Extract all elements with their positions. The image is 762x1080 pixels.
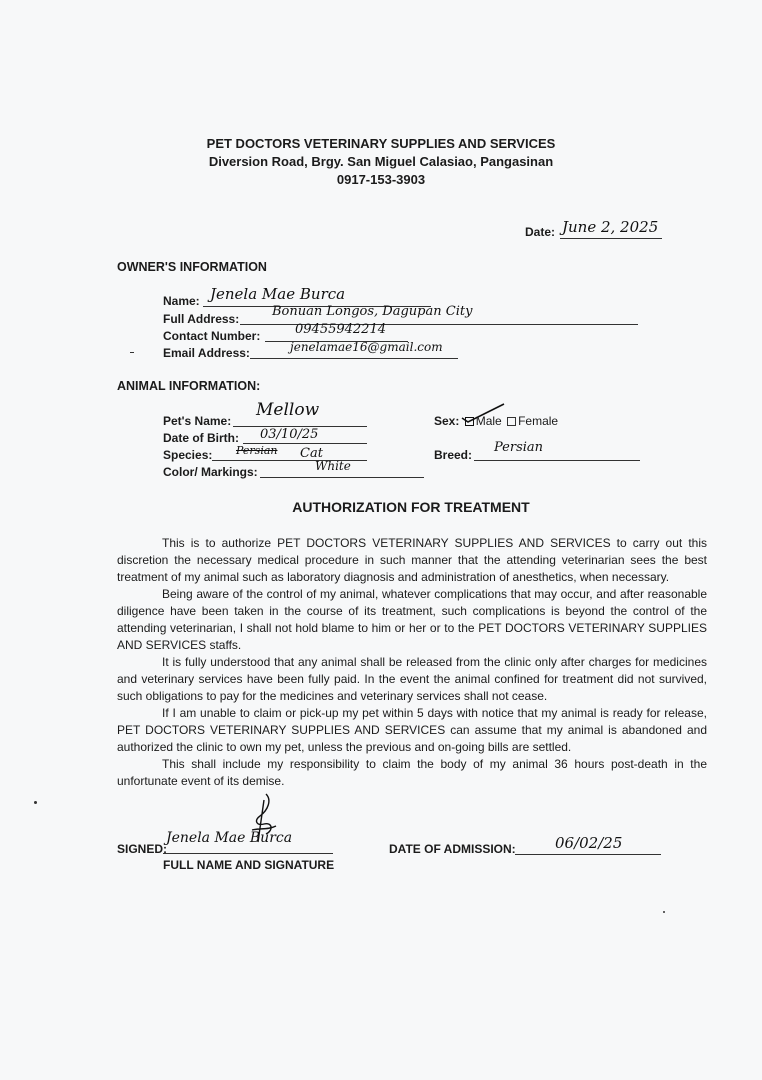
dob-label: Date of Birth: [163,431,239,445]
pet-name-value: Mellow [256,400,320,420]
pet-name-label: Pet's Name: [163,414,232,428]
color-label: Color/ Markings: [163,465,258,479]
authorization-paragraph: This is to authorize PET DOCTORS VETERINARY SUPPLIES AND SERVICES to carry out this discretion the necessary medical procedure in such manner that the attending veterinarian sees the best treatment of my animal such as laboratory diagnosis and administration of anesthetics, when necessary. [117,536,707,584]
date-value: June 2, 2025 [562,218,659,236]
owner-section-title: OWNER'S INFORMATION [117,260,267,274]
dob-value: 03/10/25 [260,427,319,442]
authorization-paragraph: If I am unable to claim or pick-up my pet within 5 days with notice that my animal is ready for release, PET DOCTORS VETERINARY SUPPLIES AND SERVICES can assume that my animal is abandoned and authorized the clinic to own my pet, unless the previous and on-going bills are settled. [117,706,707,754]
signature-caption: FULL NAME AND SIGNATURE [163,858,335,872]
breed-label: Breed: [434,448,473,462]
authorization-paragraph: Being aware of the control of my animal, whatever complications that may occur, and after reasonable diligence have been taken in the course of its treatment, such complications is beyond the control of the attending veterinarian, I shall not hold blame to him or her or to the PET DOCTORS VETERINARY SUPPLIES AND SERVICES staffs. [117,587,707,652]
breed-value: Persian [494,440,544,455]
date-label: Date: [525,225,556,239]
owner-email-value: jenelamae16@gmail.com [290,340,443,354]
admission-value: 06/02/25 [555,834,623,852]
authorization-paragraph: It is fully understood that any animal shall be released from the clinic only after charges for medicines and veterinary services have been fully paid. In the event the animal confined for treatment did not survived, such obligations to pay for the medicines and veterinary services shall not cease. [117,655,707,703]
color-value: White [315,459,351,473]
sex-female-label: Female [518,414,559,428]
authorization-title: AUTHORIZATION FOR TREATMENT [292,499,530,515]
owner-name-value: Jenela Mae Burca [210,285,346,303]
owner-contact-value: 09455942214 [295,322,386,337]
signature-scribble-icon [238,790,288,850]
authorization-paragraph: This shall include my responsibility to claim the body of my animal 36 hours post-death in the unfortunate event of its demise. [117,757,707,788]
sex-male-label: Male [475,414,502,428]
owner-email-label: Email Address: [163,346,250,360]
admission-label: DATE OF ADMISSION: [389,842,516,856]
scan-speck [34,801,37,804]
clinic-phone: 0917-153-3903 [336,172,426,187]
authorization-body [117,535,707,790]
scan-speck [663,911,665,913]
scan-speck [130,352,134,353]
animal-section-title: ANIMAL INFORMATION: [117,379,261,393]
sex-female-checkbox[interactable] [507,417,516,426]
clinic-name: PET DOCTORS VETERINARY SUPPLIES AND SERVICES [206,136,556,151]
male-checkmark-icon [460,400,508,426]
sex-label: Sex: [434,414,460,428]
signed-value: Jenela Mae Burca [166,830,293,846]
signed-label: SIGNED: [117,842,168,856]
species-struck-value: Persian [236,444,278,457]
owner-name-label: Name: [163,294,200,308]
owner-address-value: Bonuan Longos, Dagupan City [272,304,473,319]
species-label: Species: [163,448,213,462]
owner-contact-label: Contact Number: [163,329,261,343]
owner-address-label: Full Address: [163,312,240,326]
clinic-address: Diversion Road, Brgy. San Miguel Calasiao, Pangasinan [208,154,554,169]
species-value: Cat [300,446,323,461]
